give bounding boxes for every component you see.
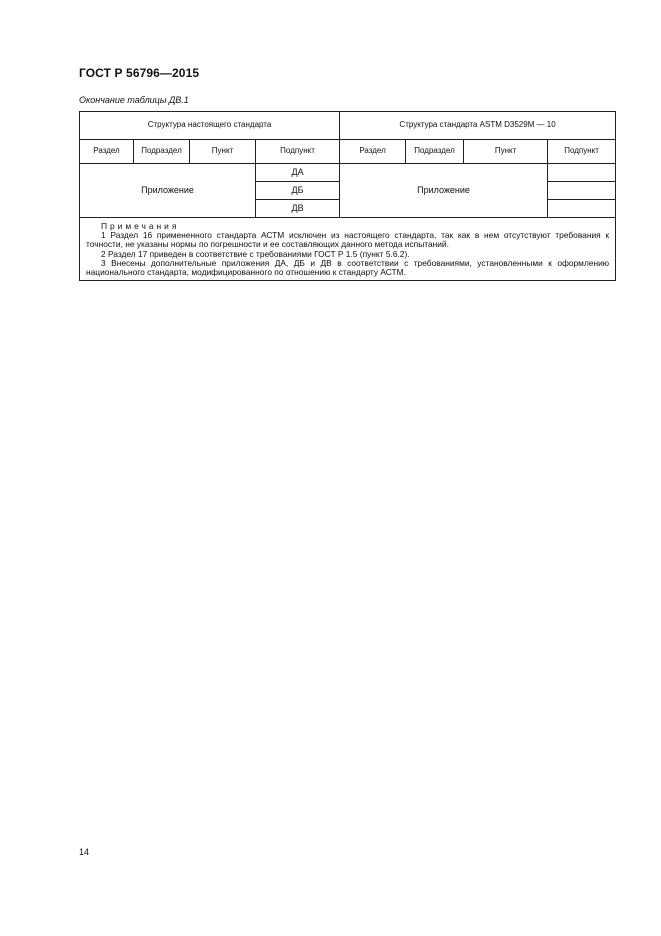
group-header-this-standard: Структура настоящего стандарта [80,112,340,140]
group-header-astm-standard: Структура стандарта ASTM D3529M — 10 [340,112,616,140]
notes-cell [80,218,616,281]
correspondence-table [79,111,616,281]
appendix-code-cell: ДВ [256,200,340,218]
column-header-subclause: Подпункт [256,140,340,164]
note-item: 2 Раздел 17 приведен в соответствие с требованиями ГОСТ Р 1.5 (пункт 5.6.2). [101,248,410,259]
table-caption: Окончание таблицы ДВ.1 [79,95,189,105]
column-header-section: Раздел [80,140,134,164]
column-header-astm-section: Раздел [340,140,406,164]
appendix-code-cell: ДБ [256,182,340,200]
table-group-header-row [80,112,616,140]
astm-empty-cell [548,200,616,218]
notes-title: Примечания [101,221,180,231]
column-header-astm-subclause: Подпункт [548,140,616,164]
column-header-astm-clause: Пункт [464,140,548,164]
table-row [80,164,616,182]
column-header-astm-subsection: Подраздел [406,140,464,164]
appendix-code-cell: ДА [256,164,340,182]
notes-row [80,218,616,281]
note-item: 3 Внесены дополнительные приложения ДА, ДБ и ДВ в соответствии с требованиями, установленными к оформлению национального стандарта, модифицированного по отношению к стандарту АСТМ. [86,257,610,278]
page-number: 14 [79,847,90,857]
astm-empty-cell [548,164,616,182]
column-header-subsection: Подраздел [134,140,190,164]
astm-empty-cell [548,182,616,200]
document-header: ГОСТ Р 56796—2015 [79,66,200,80]
astm-appendix-label-cell: Приложение [340,164,548,218]
column-header-clause: Пункт [190,140,256,164]
table-column-header-row [80,140,616,164]
note-item: 1 Раздел 16 примененного стандарта АСТМ исключен из настоящего стандарта, так как в нем отсутствуют требования к точности, не указаны нормы по погрешности и ее составляющих данного метода испытаний. [86,230,610,250]
appendix-label-cell: Приложение [80,164,256,218]
